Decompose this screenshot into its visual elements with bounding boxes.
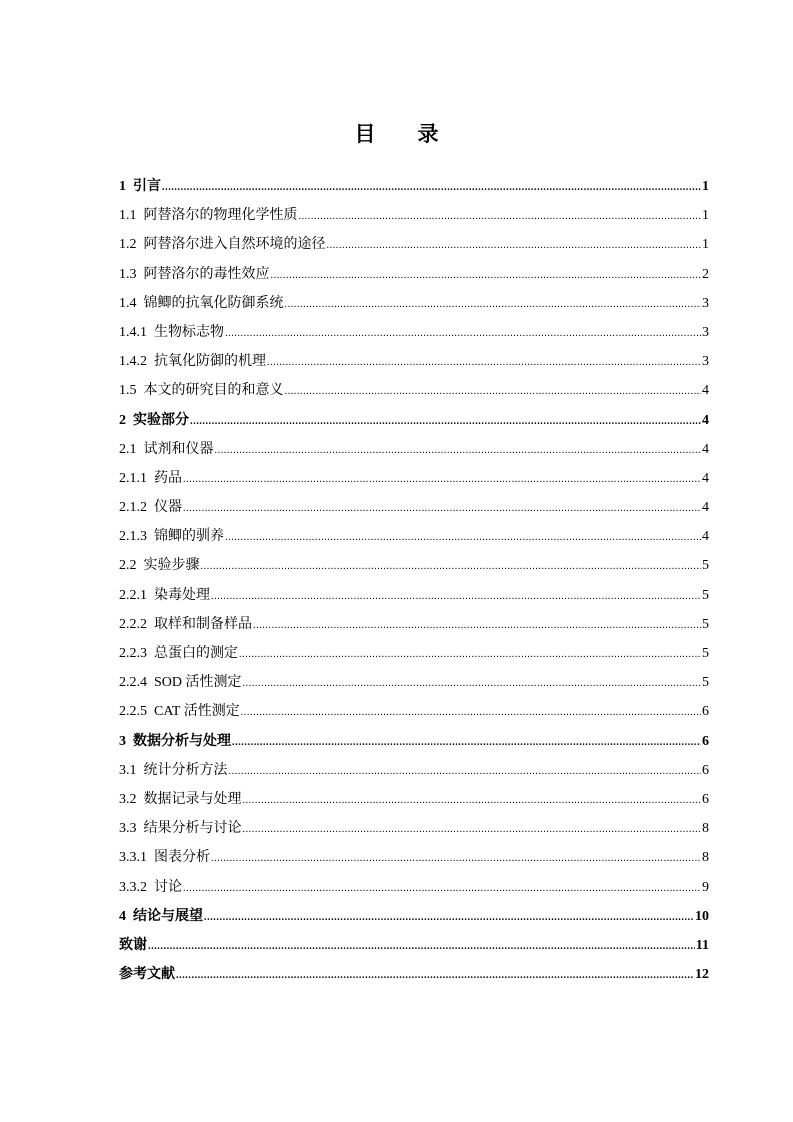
toc-entry-number: 3.3.1 xyxy=(119,850,147,866)
toc-entry-number: 4 xyxy=(119,908,126,924)
toc-entry[interactable] xyxy=(119,376,709,405)
toc-entry[interactable] xyxy=(119,260,709,289)
toc-entry[interactable] xyxy=(119,318,709,347)
toc-dot-leader xyxy=(183,874,701,903)
toc-entry-number: 3.3.2 xyxy=(119,879,147,895)
toc-entry-number: 2.1 xyxy=(119,441,137,457)
toc-entry-page-number: 1 xyxy=(702,179,709,194)
toc-entry-number: 1.3 xyxy=(119,266,137,282)
toc-dot-leader xyxy=(190,407,701,436)
toc-entry[interactable] xyxy=(119,960,709,989)
toc-entry-page-number: 3 xyxy=(702,354,709,370)
title-char-1: 目 xyxy=(354,122,376,146)
toc-entry-number: 1 xyxy=(119,179,126,194)
toc-dot-leader xyxy=(239,640,701,669)
toc-entry[interactable] xyxy=(119,551,709,580)
toc-entry-page-number: 1 xyxy=(702,237,709,253)
toc-entry-number: 1.1 xyxy=(119,208,137,224)
toc-entry-title: CAT 活性测定 xyxy=(154,704,240,720)
toc-entry-title: 阿替洛尔进入自然环境的途径 xyxy=(143,237,326,253)
toc-dot-leader xyxy=(267,348,701,377)
toc-entry-number: 1.4.1 xyxy=(119,324,147,340)
toc-entry-page-number: 8 xyxy=(702,850,709,866)
toc-entry-title: 阿替洛尔的毒性效应 xyxy=(143,266,270,282)
toc-entry-title: 数据分析与处理 xyxy=(133,733,231,749)
toc-entry-number: 1.2 xyxy=(119,237,137,253)
toc-dot-leader xyxy=(243,669,701,698)
toc-entry[interactable] xyxy=(119,902,709,931)
toc-entry[interactable] xyxy=(119,610,709,639)
toc-entry-page-number: 4 xyxy=(702,383,709,399)
toc-entry-number: 1.4.2 xyxy=(119,354,147,370)
toc-entry-title: 抗氧化防御的机理 xyxy=(154,354,266,370)
toc-entry-number: 3.3 xyxy=(119,821,137,837)
toc-entry[interactable] xyxy=(119,697,709,726)
toc-entry-page-number: 5 xyxy=(702,587,709,603)
toc-dot-leader xyxy=(253,611,701,640)
toc-entry-title: 仪器 xyxy=(154,500,182,516)
toc-entry-title: 染毒处理 xyxy=(154,587,210,603)
toc-entry-title: 药品 xyxy=(154,470,182,486)
toc-entry-page-number: 4 xyxy=(702,500,709,516)
toc-entry-title: 统计分析方法 xyxy=(143,762,228,778)
toc-entry[interactable] xyxy=(119,756,709,785)
toc-entry-page-number: 11 xyxy=(695,937,709,953)
toc-entry-title: 引言 xyxy=(133,179,161,194)
table-of-contents xyxy=(119,172,709,989)
toc-dot-leader xyxy=(176,961,694,990)
toc-dot-leader xyxy=(211,582,701,611)
toc-entry-title: 锦鲫的抗氧化防御系统 xyxy=(143,295,284,311)
toc-entry-page-number: 9 xyxy=(702,879,709,895)
toc-entry-title: 本文的研究目的和意义 xyxy=(143,383,284,399)
toc-entry-number: 2.1.3 xyxy=(119,529,147,545)
toc-entry-number: 2.1.1 xyxy=(119,470,147,486)
toc-entry-page-number: 5 xyxy=(702,646,709,661)
toc-entry[interactable] xyxy=(119,785,709,814)
toc-entry-number: 3.2 xyxy=(119,791,137,807)
toc-entry-page-number: 6 xyxy=(702,733,709,749)
toc-entry-title: 试剂和仪器 xyxy=(143,441,214,457)
toc-entry[interactable] xyxy=(119,814,709,843)
toc-entry-title: 结论与展望 xyxy=(133,908,203,924)
toc-entry-number: 1.5 xyxy=(119,383,137,399)
toc-dot-leader xyxy=(211,844,701,873)
toc-dot-leader xyxy=(162,173,701,202)
toc-entry[interactable] xyxy=(119,435,709,464)
toc-entry-number: 2.2.5 xyxy=(119,704,147,720)
toc-dot-leader xyxy=(225,523,701,552)
toc-dot-leader xyxy=(148,932,695,961)
toc-entry-page-number: 4 xyxy=(702,412,709,428)
toc-entry-page-number: 1 xyxy=(702,208,709,224)
toc-entry[interactable] xyxy=(119,581,709,610)
toc-entry-page-number: 3 xyxy=(702,295,709,311)
toc-entry-number: 2.2.2 xyxy=(119,616,147,632)
toc-dot-leader xyxy=(243,815,702,844)
toc-entry-number: 2.1.2 xyxy=(119,500,147,516)
toc-entry[interactable] xyxy=(119,230,709,259)
toc-entry-title: 实验步骤 xyxy=(143,558,200,574)
toc-entry[interactable] xyxy=(119,522,709,551)
toc-entry[interactable] xyxy=(119,172,709,201)
toc-entry[interactable] xyxy=(119,668,709,697)
toc-entry-title: 讨论 xyxy=(154,879,182,895)
toc-entry[interactable] xyxy=(119,289,709,318)
toc-entry-page-number: 6 xyxy=(702,704,709,720)
toc-entry-title: 数据记录与处理 xyxy=(143,791,242,807)
toc-entry[interactable] xyxy=(119,406,709,435)
toc-dot-leader xyxy=(183,494,701,523)
toc-entry[interactable] xyxy=(119,464,709,493)
toc-entry-page-number: 3 xyxy=(702,324,709,340)
toc-dot-leader xyxy=(232,728,701,757)
toc-dot-leader xyxy=(204,903,694,932)
toc-entry-title: SOD 活性测定 xyxy=(154,675,242,691)
page-title xyxy=(0,119,793,149)
toc-entry-title: 图表分析 xyxy=(154,850,210,866)
toc-entry-number: 2.2 xyxy=(119,558,137,574)
toc-entry[interactable] xyxy=(119,873,709,902)
toc-entry-number: 2.2.1 xyxy=(119,587,147,603)
toc-entry-number: 2.2.3 xyxy=(119,646,147,661)
toc-entry-page-number: 5 xyxy=(702,616,709,632)
toc-dot-leader xyxy=(201,552,702,581)
toc-entry[interactable] xyxy=(119,727,709,756)
toc-dot-leader xyxy=(285,290,702,319)
toc-entry-title: 致谢 xyxy=(119,937,147,953)
toc-entry-page-number: 6 xyxy=(702,762,709,778)
toc-entry-page-number: 2 xyxy=(702,266,709,282)
toc-entry-page-number: 4 xyxy=(702,441,709,457)
toc-entry[interactable] xyxy=(119,843,709,872)
toc-entry-title: 阿替洛尔的物理化学性质 xyxy=(143,208,298,224)
toc-entry-title: 生物标志物 xyxy=(154,324,224,340)
toc-dot-leader xyxy=(285,377,702,406)
toc-dot-leader xyxy=(215,436,702,465)
toc-entry-page-number: 10 xyxy=(695,908,709,924)
toc-entry[interactable] xyxy=(119,639,709,668)
toc-entry-page-number: 6 xyxy=(702,791,709,807)
toc-entry[interactable] xyxy=(119,931,709,960)
toc-entry-page-number: 5 xyxy=(702,558,709,574)
toc-entry-page-number: 4 xyxy=(702,470,709,486)
toc-dot-leader xyxy=(327,231,702,260)
toc-dot-leader xyxy=(271,261,702,290)
toc-entry-number: 3 xyxy=(119,733,126,749)
toc-entry-number: 3.1 xyxy=(119,762,137,778)
toc-dot-leader xyxy=(241,698,701,727)
toc-entry[interactable] xyxy=(119,201,709,230)
toc-dot-leader xyxy=(225,319,701,348)
toc-entry-page-number: 5 xyxy=(702,675,709,691)
toc-entry-number: 2 xyxy=(119,412,126,428)
toc-entry-page-number: 12 xyxy=(695,967,709,983)
toc-entry-title: 结果分析与讨论 xyxy=(143,821,242,837)
toc-entry-page-number: 4 xyxy=(702,529,709,545)
toc-entry[interactable] xyxy=(119,347,709,376)
toc-entry-title: 实验部分 xyxy=(133,412,189,428)
title-char-2: 录 xyxy=(417,122,439,146)
toc-entry-page-number: 8 xyxy=(702,821,709,837)
toc-entry-title: 总蛋白的测定 xyxy=(154,646,238,661)
toc-dot-leader xyxy=(183,465,701,494)
toc-entry-number: 1.4 xyxy=(119,295,137,311)
toc-dot-leader xyxy=(229,757,702,786)
toc-entry-title: 参考文献 xyxy=(119,967,175,983)
toc-entry[interactable] xyxy=(119,493,709,522)
toc-dot-leader xyxy=(299,202,702,231)
toc-entry-title: 锦鲫的驯养 xyxy=(154,529,224,545)
toc-entry-title: 取样和制备样品 xyxy=(154,616,252,632)
toc-dot-leader xyxy=(243,786,702,815)
toc-entry-number: 2.2.4 xyxy=(119,675,147,691)
